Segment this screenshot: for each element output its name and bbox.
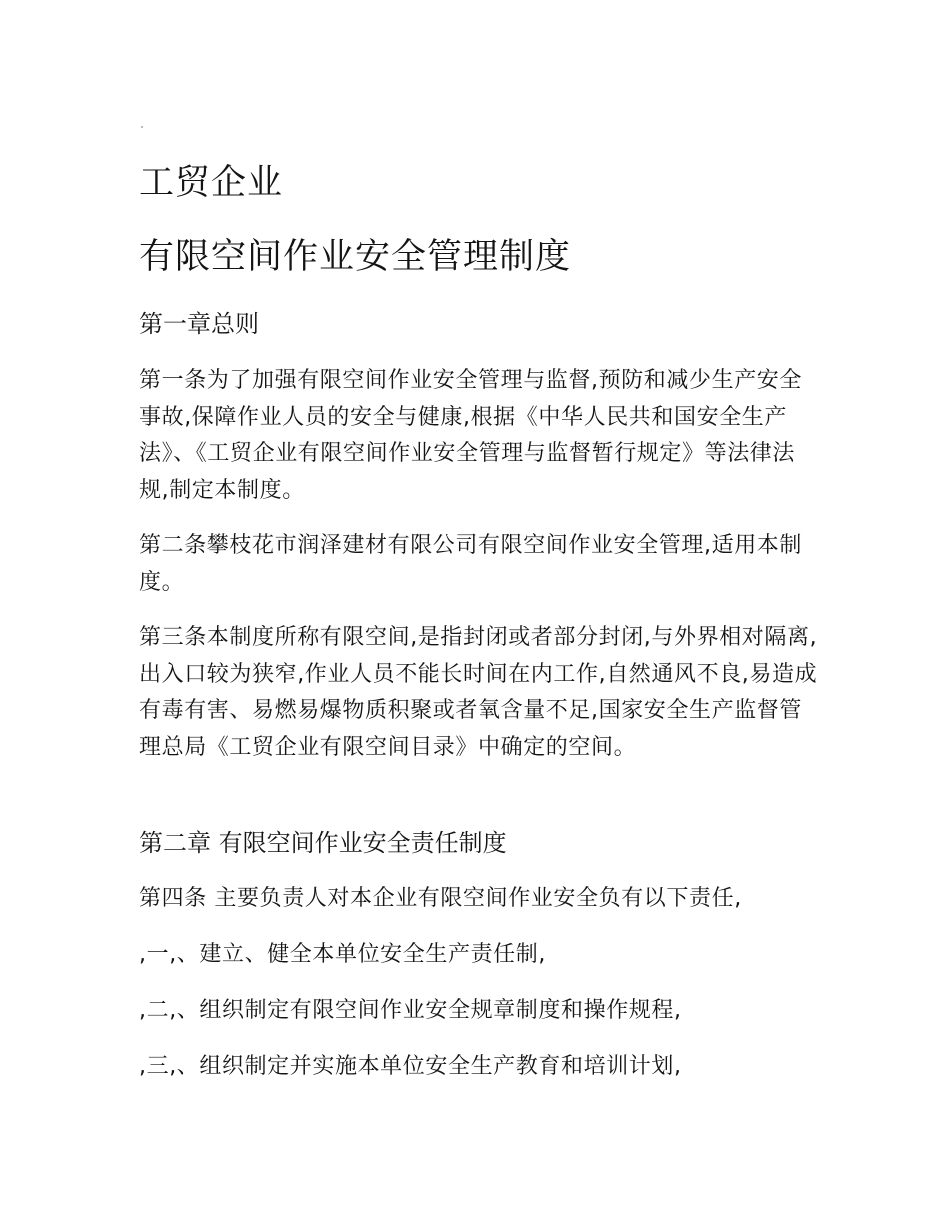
document-title-line1: 工贸企业: [139, 163, 284, 203]
page-mark: [141, 126, 143, 128]
document-title-line2: 有限空间作业安全管理制度: [139, 237, 572, 277]
list-item-2: ,二,、组织制定有限空间作业安全规章制度和操作规程,: [139, 998, 682, 1023]
article-4: 第四条 主要负责人对本企业有限空间作业安全负有以下责任,: [139, 886, 742, 911]
article-1: 第一条为了加强有限空间作业安全管理与监督,预防和减少生产安全事故,保障作业人员的安全与健康,根据《中华人民共和国安全生产法》、《工贸企业有限空间作业安全管理与监督暂行规定》等法律法规,制定本制度。: [139, 368, 802, 503]
article-2: 第二条攀枝花市润泽建材有限公司有限空间作业安全管理,适用本制度。: [139, 533, 802, 595]
chapter-heading-2: 第二章 有限空间作业安全责任制度: [139, 829, 507, 857]
article-3: 第三条本制度所称有限空间,是指封闭或者部分封闭,与外界相对隔离,出入口较为狭窄,作业人员不能长时间在内工作,自然通风不良,易造成有毒有害、易燃易爆物质积聚或者氧含量不足,国家安全生产监督管理总局《工贸企业有限空间目录》中确定的空间。: [139, 625, 818, 760]
list-item-3: ,三,、组织制定并实施本单位安全生产教育和培训计划,: [139, 1054, 682, 1079]
list-item-1: ,一,、建立、健全本单位安全生产责任制,: [139, 942, 546, 967]
chapter-heading-1: 第一章总则: [139, 310, 259, 338]
